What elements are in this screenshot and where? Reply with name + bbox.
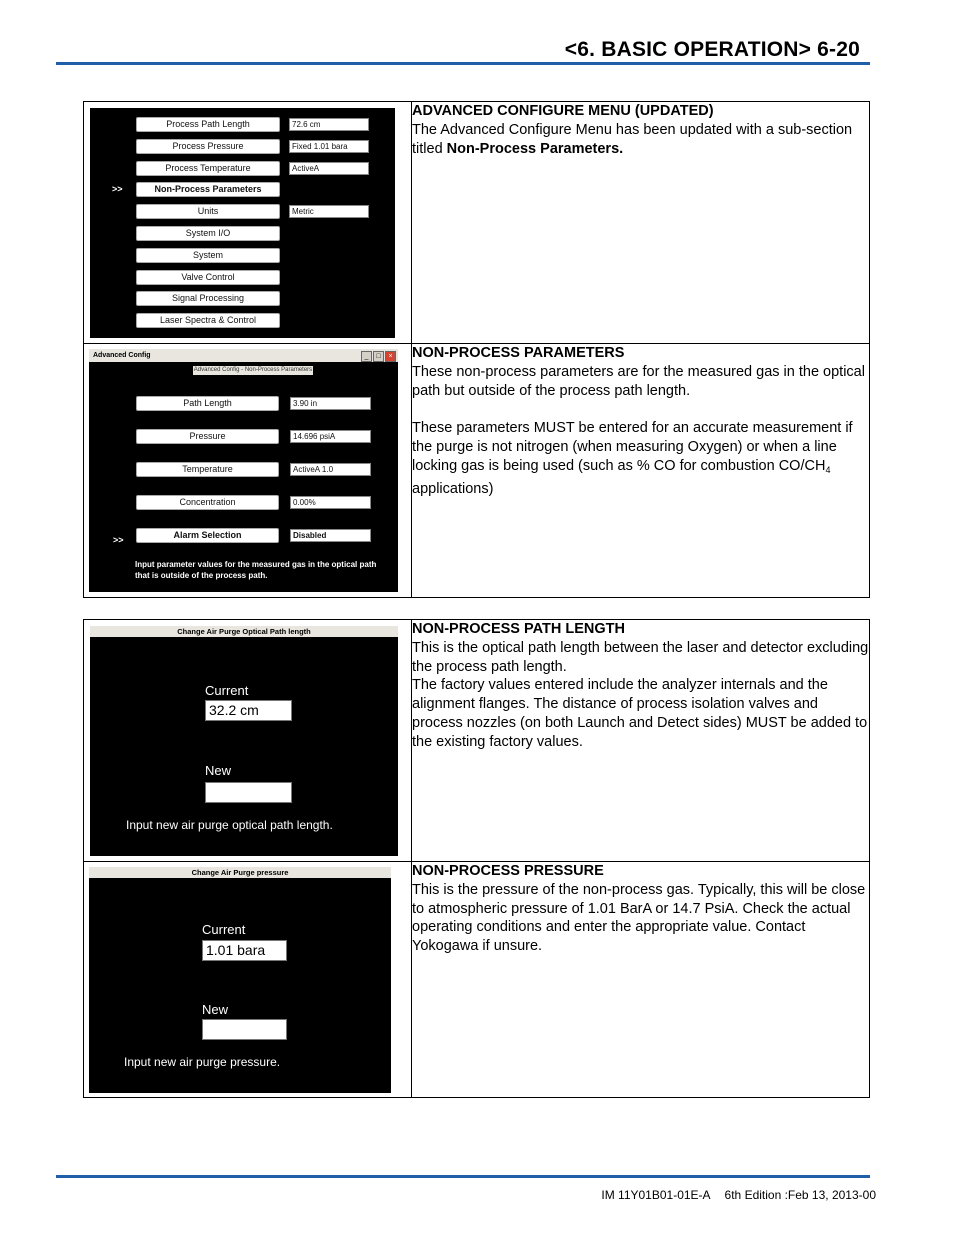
- parameters-table: [83, 101, 870, 598]
- parameter-button[interactable]: Temperature: [136, 462, 279, 477]
- current-label: Current: [205, 683, 249, 698]
- parameter-button[interactable]: Path Length: [136, 396, 279, 411]
- maximize-button[interactable]: □: [373, 351, 384, 362]
- menu-item-button[interactable]: Units: [136, 204, 280, 219]
- parameter-button[interactable]: Alarm Selection: [136, 528, 279, 543]
- new-value-input[interactable]: [202, 1019, 287, 1040]
- menu-item-button[interactable]: Non-Process Parameters: [136, 182, 280, 197]
- menu-item-button[interactable]: Valve Control: [136, 270, 280, 285]
- path-length-screen: [90, 626, 398, 856]
- instruction-text: Input new air purge optical path length.: [126, 818, 333, 832]
- screen-title-bar: [90, 626, 398, 637]
- advanced-config-screenshot-cell: [84, 102, 412, 344]
- page-title: <6. BASIC OPERATION> 6-20: [564, 38, 860, 61]
- section-text: This is the optical path length between the laser and detector excluding the process path length.: [412, 639, 869, 675]
- menu-item-button[interactable]: System: [136, 248, 280, 263]
- document-id: IM 11Y01B01-01E-A: [601, 1188, 711, 1202]
- new-label: New: [205, 763, 232, 778]
- menu-item-value: Fixed 1.01 bara: [289, 140, 369, 153]
- parameter-button[interactable]: Pressure: [136, 429, 279, 444]
- screen-title-bar: [89, 867, 391, 878]
- parameter-value: 3.90 in: [290, 397, 371, 410]
- non-process-table: [83, 619, 870, 1098]
- section-heading: ADVANCED CONFIGURE MENU (UPDATED): [412, 103, 714, 119]
- header-rule: [56, 62, 870, 65]
- menu-item-value: 72.6 cm: [289, 118, 369, 131]
- menu-item-value: Metric: [289, 205, 369, 218]
- edition-info: 6th Edition :Feb 13, 2013-00: [724, 1188, 876, 1202]
- instruction-text: Input parameter values for the measured gas in the optical path that is outside of the process path.: [135, 560, 377, 580]
- text-part: These parameters MUST be entered for an accurate measurement if the purge is not nitrogen (when measuring Oxygen) or when a line locking gas is being used (such as % CO for combustion CO/CH: [412, 420, 853, 474]
- section-text: The factory values entered include the analyzer internals and the alignment flanges. The distance of process isolation valves and process nozzles (on both Launch and Detect sides) MUST be added to the existing factory values.: [412, 677, 868, 750]
- new-label: New: [202, 1002, 229, 1017]
- path-length-description: [412, 620, 870, 862]
- advanced-config-screen: [90, 108, 395, 338]
- menu-item-value: ActiveA: [289, 162, 369, 175]
- current-value-field: 32.2 cm: [205, 700, 292, 721]
- text-bold-part: Non-Process Parameters.: [446, 140, 624, 157]
- section-text: This is the pressure of the non-process gas. Typically, this will be close to atmospheric pressure of 1.01 BarA or 14.7 PsiA. Check the actual operating conditions and enter the appropriate value. Contact Yokogawa if unsure.: [412, 881, 866, 955]
- parameter-value: ActiveA 1.0: [290, 463, 371, 476]
- section-heading: NON-PROCESS PRESSURE: [412, 863, 604, 879]
- parameter-value: 14.696 psiA: [290, 430, 371, 443]
- selection-arrow: >>: [113, 535, 124, 545]
- menu-item-button[interactable]: Process Path Length: [136, 117, 280, 132]
- text-part: applications): [412, 480, 494, 497]
- window-title: Advanced Config: [93, 352, 151, 359]
- footer: [587, 1188, 876, 1202]
- window-subtitle: Advanced Config - Non-Process Parameters: [193, 367, 313, 373]
- current-label: Current: [202, 922, 246, 937]
- pressure-description: [412, 862, 870, 1098]
- non-process-screen: [89, 349, 398, 592]
- menu-item-button[interactable]: Process Temperature: [136, 161, 280, 176]
- pressure-screenshot-cell: [84, 862, 412, 1098]
- screen-title: Change Air Purge Optical Path length: [177, 627, 311, 636]
- menu-item-button[interactable]: Process Pressure: [136, 139, 280, 154]
- parameter-value: 0.00%: [290, 496, 371, 509]
- current-value-field: 1.01 bara: [202, 940, 287, 961]
- parameter-button[interactable]: Concentration: [136, 495, 279, 510]
- new-value-input[interactable]: [205, 782, 292, 803]
- section-heading: NON-PROCESS PATH LENGTH: [412, 621, 625, 637]
- section-text: [412, 121, 869, 159]
- selection-arrow: >>: [112, 184, 123, 194]
- non-process-description: [412, 344, 870, 598]
- advanced-config-description: [412, 102, 870, 344]
- minimize-button[interactable]: _: [361, 351, 372, 362]
- screen-title: Change Air Purge pressure: [191, 868, 289, 877]
- section-text: These non-process parameters are for the measured gas in the optical path but outside of the process path length.: [412, 363, 865, 399]
- menu-item-button[interactable]: Laser Spectra & Control: [136, 313, 280, 328]
- section-heading: NON-PROCESS PARAMETERS: [412, 345, 625, 361]
- path-length-screenshot-cell: [84, 620, 412, 862]
- close-button[interactable]: ×: [385, 351, 396, 362]
- footer-rule: [56, 1175, 870, 1178]
- pressure-screen: [89, 867, 391, 1093]
- menu-item-button[interactable]: Signal Processing: [136, 291, 280, 306]
- parameter-value: Disabled: [290, 529, 371, 542]
- instruction-text: Input new air purge pressure.: [124, 1055, 281, 1069]
- subscript: 4: [825, 464, 831, 475]
- menu-item-button[interactable]: System I/O: [136, 226, 280, 241]
- text-part: The Advanced Configure Menu has been updated with a sub-section titled: [412, 121, 853, 157]
- section-text: [412, 419, 869, 498]
- non-process-screenshot-cell: [84, 344, 412, 598]
- window-title-bar: [89, 349, 398, 362]
